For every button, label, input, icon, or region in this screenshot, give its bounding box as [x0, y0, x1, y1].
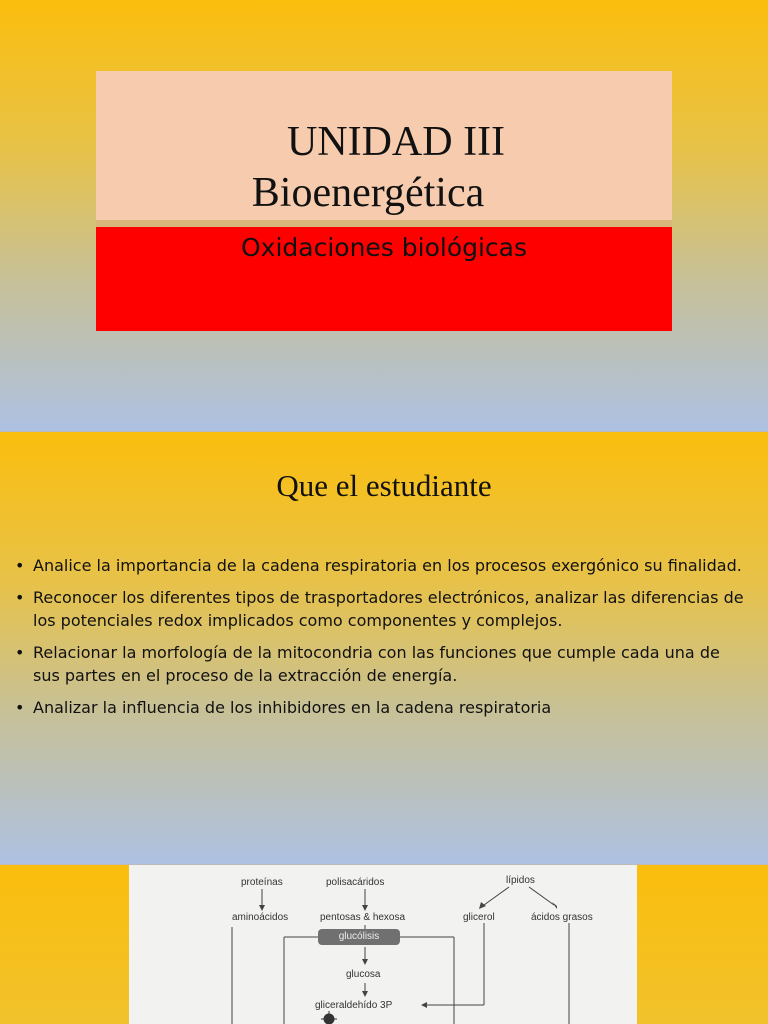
- objective-item: • Reconocer los diferentes tipos de trasportadores electrónicos, analizar las diferencias de los potenciales redox implicados como componentes y complejos.: [15, 586, 745, 632]
- arrow-lipidos-glicerol: [484, 887, 509, 905]
- arrow-lipidos-acidos: [529, 887, 554, 905]
- slide-objectives: [0, 432, 768, 864]
- subtitle-box: [96, 227, 672, 331]
- label-proteinas: proteínas: [241, 877, 283, 888]
- label-polisacaridos: polisacáridos: [326, 877, 385, 888]
- objective-item: • Analice la importancia de la cadena respiratoria en los procesos exergónico su finalidad.: [15, 554, 745, 577]
- unit-title: UNIDAD III: [286, 119, 506, 165]
- label-glicerol: glicerol: [463, 912, 495, 923]
- label-glucosa: glucosa: [346, 969, 381, 980]
- label-acidos-grasos: ácidos grasos: [531, 912, 593, 923]
- metabolism-diagram: [129, 865, 637, 1024]
- slide-metabolism-diagram: [0, 865, 768, 1024]
- slide-title: [0, 0, 768, 431]
- topic-title: Bioenergética: [251, 170, 485, 216]
- subtitle: Oxidaciones biológicas: [240, 233, 528, 262]
- label-lipidos: lípidos: [506, 875, 535, 886]
- title-divider: [96, 220, 672, 227]
- objective-item: • Relacionar la morfología de la mitocondria con las funciones que cumple cada una de sus partes en el proceso de la extracción de energía.: [15, 641, 745, 687]
- glucolisis-label: glucólisis: [318, 929, 400, 945]
- objectives-heading: Que el estudiante: [276, 468, 492, 503]
- objectives-list: [15, 554, 745, 728]
- title-box: [96, 71, 672, 220]
- label-gliceraldehido: gliceraldehído 3P: [315, 1000, 393, 1011]
- objective-item: • Analizar la influencia de los inhibidores en la cadena respiratoria: [15, 696, 745, 719]
- label-pentosas: pentosas & hexosa: [320, 912, 406, 923]
- label-aminoacidos: aminoácidos: [232, 912, 289, 923]
